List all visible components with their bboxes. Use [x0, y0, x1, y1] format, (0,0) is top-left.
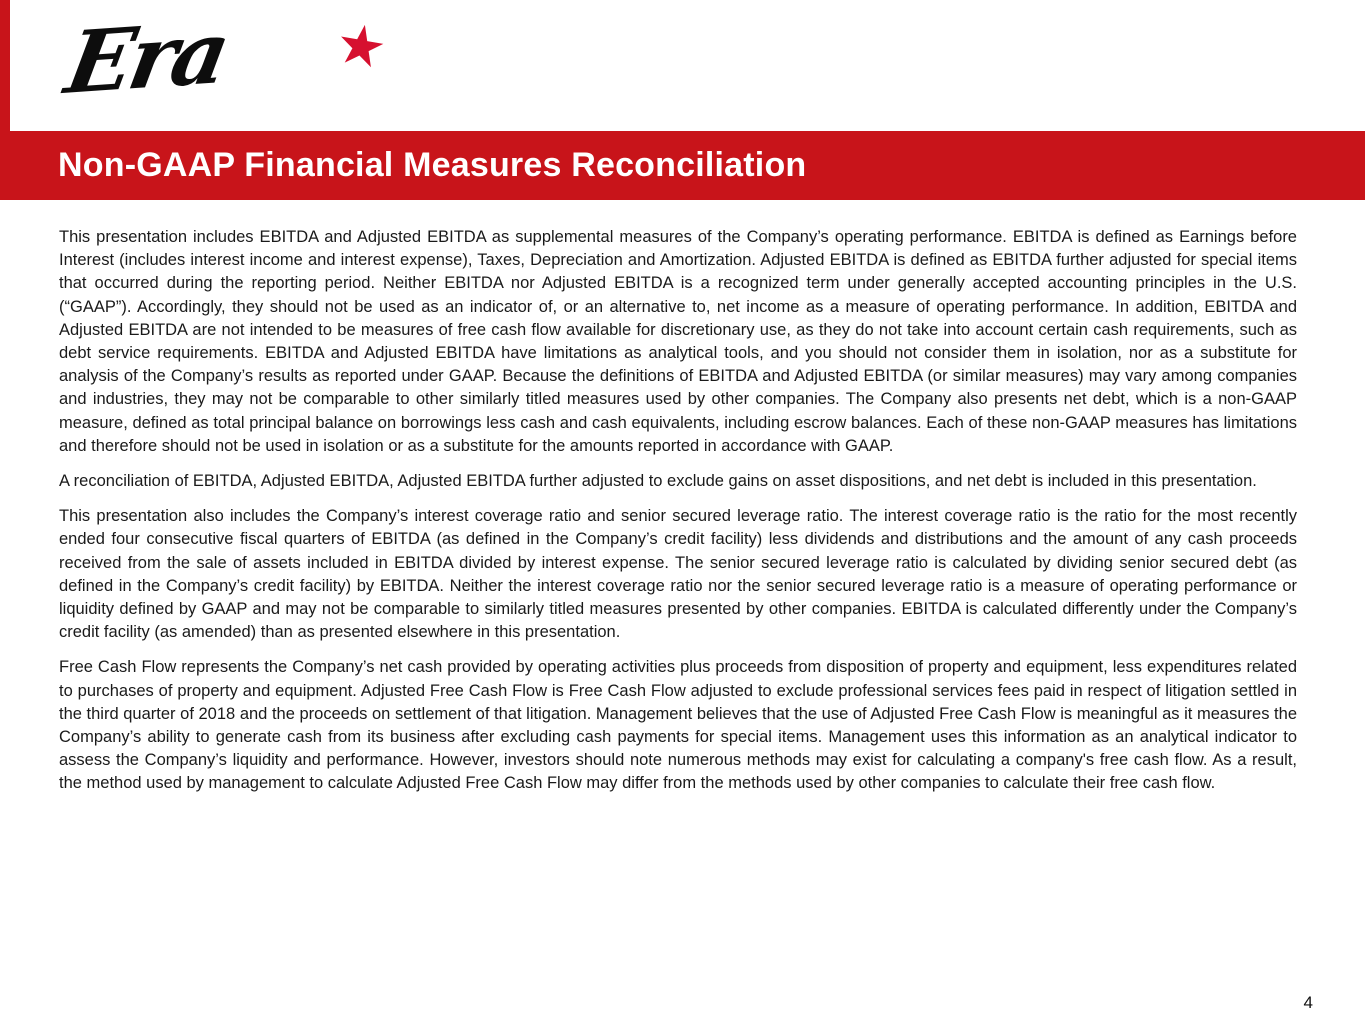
- title-banner: [0, 131, 1365, 200]
- paragraph-reconciliation: A reconciliation of EBITDA, Adjusted EBITDA, Adjusted EBITDA further adjusted to exclude gains on asset dispositions, and net debt is included in this presentation.: [59, 472, 1257, 491]
- page-number: 4: [1303, 993, 1313, 1012]
- paragraph-coverage-ratio: This presentation also includes the Company’s interest coverage ratio and senior secured leverage ratio. The interest coverage ratio is the ratio for the most recently ended four consecutive fiscal quarters of EBITDA (as defined in the Company’s credit facility) less dividends and distributions and the amount of any cash proceeds received from the sale of assets included in EBITDA divided by interest expense. The senior secured leverage ratio is calculated by dividing senior secured debt (as defined in the Company’s credit facility) by EBITDA. Neither the interest coverage ratio nor the senior secured leverage ratio is a measure of operating performance or liquidity defined by GAAP and may not be comparable to similarly titled measures presented by other companies. EBITDA is calculated differently under the Company’s credit facility (as amended) than as presented elsewhere in this presentation.: [59, 507, 1297, 642]
- page-title: Non-GAAP Financial Measures Reconciliation: [58, 146, 807, 184]
- paragraph-free-cash-flow: Free Cash Flow represents the Company’s net cash provided by operating activities plus proceeds from disposition of property and equipment, less expenditures related to purchases of property and equipment. Adjusted Free Cash Flow is Free Cash Flow adjusted to exclude professional services fees paid in respect of litigation settled in the third quarter of 2018 and the proceeds on settlement of that litigation. Management believes that the use of Adjusted Free Cash Flow is meaningful as it measures the Company’s ability to generate cash from its business after excluding cash payments for special items. Management uses this information as an analytical indicator to assess the Company’s liquidity and performance. However, investors should note numerous methods may exist for calculating a company's free cash flow. As a result, the method used by management to calculate Adjusted Free Cash Flow may differ from the methods used by other companies to calculate their free cash flow.: [59, 658, 1297, 793]
- era-logo-text: Era: [58, 2, 234, 115]
- era-logo: [58, 2, 392, 128]
- star-icon: ★: [330, 10, 392, 81]
- left-edge-accent-bar: [0, 0, 10, 131]
- paragraph-ebitda-definition: This presentation includes EBITDA and Adjusted EBITDA as supplemental measures of the Company’s operating performance. EBITDA is defined as Earnings before Interest (includes interest income and interest expense), Taxes, Depreciation and Amortization. Adjusted EBITDA is defined as EBITDA further adjusted for special items that occurred during the reporting period. Neither EBITDA nor Adjusted EBITDA is a recognized term under generally accepted accounting principles in the U.S. (“GAAP”). Accordingly, they should not be used as an indicator of, or an alternative to, net income as a measure of operating performance. In addition, EBITDA and Adjusted EBITDA are not intended to be measures of free cash flow available for discretionary use, as they do not take into account certain cash requirements, such as debt service requirements. EBITDA and Adjusted EBITDA have limitations as analytical tools, and you should not consider them in isolation, nor as a substitute for analysis of the Company’s results as reported under GAAP. Because the definitions of EBITDA and Adjusted EBITDA (or similar measures) may vary among companies and industries, they may not be comparable to other similarly titled measures used by other companies. The Company also presents net debt, which is a non-GAAP measure, defined as total principal balance on borrowings less cash and cash equivalents, including escrow balances. Each of these non-GAAP measures has limitations and therefore should not be used in isolation or as a substitute for the amounts reported in accordance with GAAP.: [59, 228, 1297, 455]
- body-text: [59, 226, 1297, 808]
